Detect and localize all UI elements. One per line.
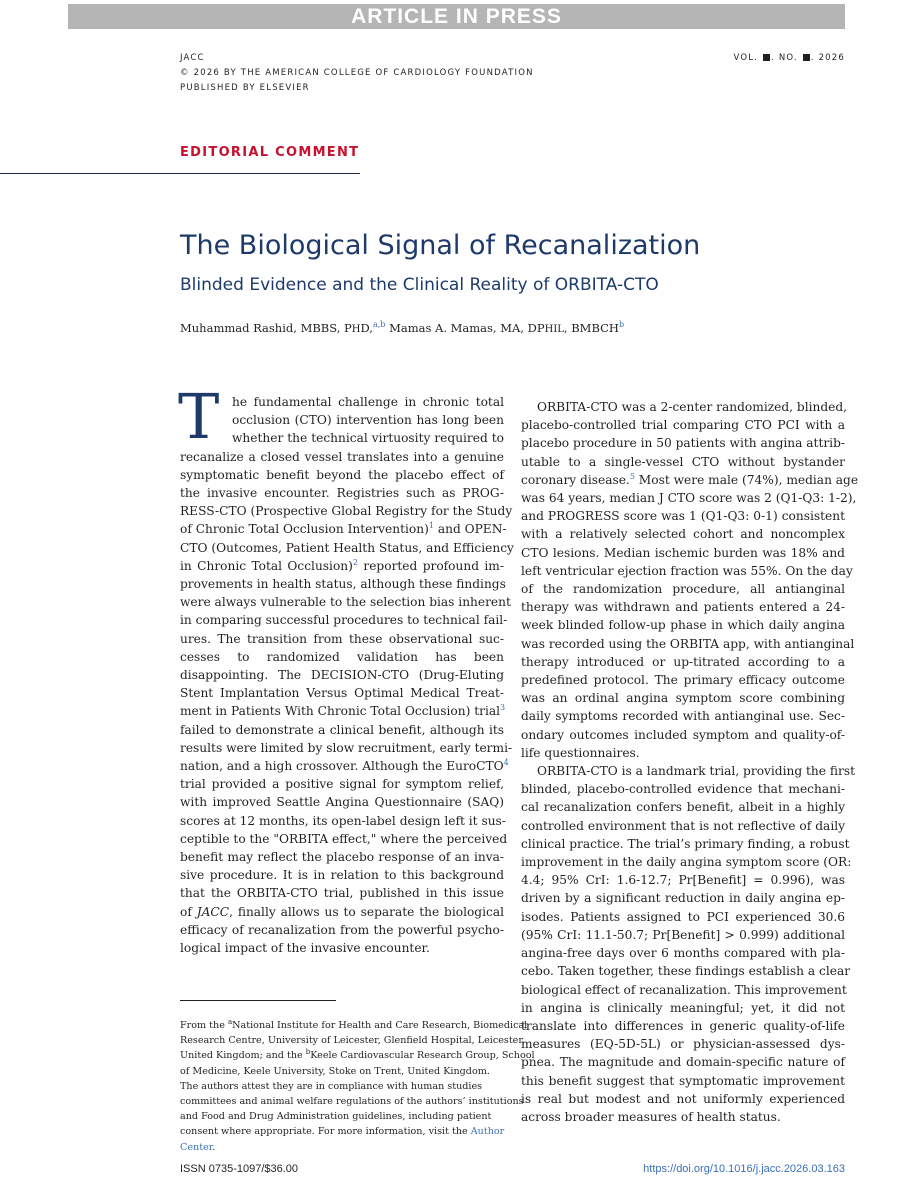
text-line: across broader measures of health status.: [521, 1109, 781, 1124]
text-line: translate into differences in generic quality-of-life: [521, 1018, 845, 1033]
journal-italic: JACC: [196, 904, 230, 919]
text-line: of Chronic Total Occlusion Intervention)$^1$ and OPEN-: [180, 521, 507, 537]
text-line: were always vulnerable to the selection bias inherent: [180, 595, 511, 610]
text-line: was an ordinal angina symptom score combining: [521, 691, 845, 706]
doi-link[interactable]: https://doi.org/10.1016/j.jacc.2026.03.163: [643, 1163, 845, 1175]
text-line: therapy was withdrawn and patients entered a 24-: [521, 600, 845, 615]
text-line: isodes. Patients assigned to PCI experienced 30.6: [521, 909, 845, 924]
text-line: improvement in the daily angina symptom score (OR:: [521, 855, 852, 870]
text-line: cesses to randomized validation has been: [180, 649, 504, 664]
text-line: that the ORBITA-CTO trial, published in this issue: [180, 886, 504, 901]
text-line: therapy introduced or up-titrated according to a: [521, 654, 845, 669]
text-line: whether the technical virtuosity required to: [232, 431, 504, 446]
text-line: was recorded using the ORBITA app, with antianginal: [521, 636, 855, 651]
right-column-text: [521, 398, 859, 1126]
text-line: in angina is clinically meaningful; yet, it did not: [521, 1000, 845, 1015]
text-line: trial provided a positive signal for symptom relief,: [180, 777, 504, 792]
text-line: ures. The transition from these observational suc-: [180, 631, 504, 646]
author-1: Muhammad Rashid, MBBS, PHD,$^{a,b}$: [180, 320, 386, 335]
text-line: the invasive encounter. Registries such as PROG-: [180, 486, 504, 501]
footnote-line: The authors attest they are in compliance with human studies: [180, 1080, 483, 1092]
text-line: nation, and a high crossover. Although the EuroCTO$^4$: [180, 758, 509, 774]
text-line: clinical practice. The trial’s primary finding, a robust: [521, 836, 850, 851]
copyright-line: © 2026 BY THE AMERICAN COLLEGE OF CARDIOLOGY FOUNDATION: [180, 68, 534, 78]
text-line: ment in Patients With Chronic Total Occlusion) trial$^3$: [180, 703, 506, 719]
text-line: controlled environment that is not reflective of daily: [521, 818, 845, 833]
text-line: (95% CrI: 11.1-50.7; Pr[Benefit] > 0.999) additional: [521, 927, 845, 942]
text-line: cal recanalization confers benefit, albeit in a highly: [521, 800, 845, 815]
text-line: benefit may reflect the placebo response of an inva-: [180, 850, 504, 865]
text-line: placebo-controlled trial comparing CTO PCI with a: [521, 418, 845, 433]
volume-info: VOL. . NO. . 2026: [733, 53, 845, 63]
reference-link[interactable]: 4: [503, 758, 509, 767]
text-line: he fundamental challenge in chronic total: [232, 395, 504, 409]
text-line: Stent Implantation Versus Optimal Medical Treat-: [180, 686, 504, 701]
redacted-square-icon: [803, 54, 810, 61]
left-column-text: [180, 393, 514, 957]
reference-link[interactable]: 5: [629, 471, 635, 481]
text-line: coronary disease.$^5$ Most were male (74%), median age: [521, 471, 859, 487]
redacted-square-icon: [763, 54, 770, 61]
text-line: sive procedure. It is in relation to this background: [180, 868, 504, 883]
text-line: of the randomization procedure, all antianginal: [521, 582, 845, 597]
text-line: was 64 years, median J CTO score was 2 (Q1-Q3: 1-2),: [521, 491, 857, 506]
author-center-link[interactable]: Author: [470, 1126, 505, 1138]
author-list: [180, 320, 624, 335]
section-rule: [0, 173, 360, 174]
footnote-line: From the $^a$National Institute for Health and Care Research, Biomedical: [180, 1017, 528, 1031]
section-label: EDITORIAL COMMENT: [180, 145, 360, 160]
publisher-line: PUBLISHED BY ELSEVIER: [180, 83, 310, 93]
affiliation-footnote: [180, 1017, 535, 1155]
text-line: predefined protocol. The primary efficacy outcome: [521, 673, 845, 688]
year: 2026: [818, 53, 845, 63]
text-line: efficacy of recanalization from the powerful psycho-: [180, 922, 504, 937]
article-in-press-banner: ARTICLE IN PRESS: [68, 4, 845, 29]
text-line: is real but modest and not uniformly experienced: [521, 1091, 845, 1106]
text-line: symptomatic benefit beyond the placebo effect of: [180, 467, 504, 482]
footnote-line: consent where appropriate. For more information, visit the Author: [180, 1126, 505, 1138]
text-line: driven by a significant reduction in daily angina ep-: [521, 891, 845, 906]
text-line: disappointing. The DECISION-CTO (Drug-Eluting: [180, 668, 504, 683]
vol-label: VOL.: [733, 53, 759, 63]
text-line: placebo procedure in 50 patients with angina attrib-: [521, 436, 845, 451]
text-line: and PROGRESS score was 1 (Q1-Q3: 0-1) consistent: [521, 509, 845, 524]
text-line: failed to demonstrate a clinical benefit, although its: [180, 722, 504, 737]
text-line: ondary outcomes included symptom and quality-of-: [521, 727, 845, 742]
text-line: this benefit suggest that symptomatic improvement: [521, 1073, 845, 1088]
affiliation-link[interactable]: a,b: [372, 320, 386, 329]
text-line: pnea. The magnitude and domain-specific nature of: [521, 1055, 845, 1070]
author-2: Mamas A. Mamas, MA, DPHIL, BMBCH$^b$: [389, 320, 625, 335]
footnote-rule: [180, 1000, 336, 1001]
text-line: of JACC, finally allows us to separate the biological: [180, 904, 504, 919]
text-line: 4.4; 95% CrI: 1.6-12.7; Pr[Benefit] = 0.996), was: [521, 873, 845, 888]
text-line: angina-free days over 6 months compared with pla-: [521, 946, 845, 961]
text-line: utable to a single-vessel CTO without bystander: [521, 454, 845, 469]
reference-link[interactable]: 1: [428, 521, 434, 531]
article-title: The Biological Signal of Recanalization: [180, 230, 701, 261]
footnote-line: committees and animal welfare regulations of the authors’ institutions: [180, 1096, 524, 1108]
text-line: cebo. Taken together, these findings establish a clear: [521, 964, 851, 979]
text-line: week blinded follow-up phase in which daily angina: [521, 618, 845, 633]
article-subtitle: Blinded Evidence and the Clinical Reality of ORBITA-CTO: [180, 275, 659, 295]
text-line: left ventricular ejection fraction was 55%. On the day: [521, 563, 853, 578]
footnote-line: Research Centre, University of Leicester, Glenfield Hospital, Leicester,: [180, 1035, 525, 1047]
text-line: provements in health status, although these findings: [180, 577, 506, 592]
text-line: ceptible to the "ORBITA effect," where the perceived: [180, 831, 508, 846]
text-line: occlusion (CTO) intervention has long been: [232, 413, 504, 428]
text-line: logical impact of the invasive encounter.: [180, 941, 430, 956]
text-line: with improved Seattle Angina Questionnaire (SAQ): [180, 795, 504, 810]
footnote-line: and Food and Drug Administration guidelines, including patient: [180, 1111, 492, 1123]
text-line: biological effect of recanalization. This improvement: [521, 982, 847, 997]
no-label: NO.: [778, 53, 798, 63]
text-line: ORBITA-CTO was a 2-center randomized, blinded,: [537, 400, 848, 414]
footnote-line: Center.: [180, 1141, 216, 1153]
journal-name: JACC: [180, 53, 205, 63]
footnote-line: of Medicine, Keele University, Stoke on Trent, United Kingdom.: [180, 1065, 490, 1077]
text-line: recanalize a closed vessel translates into a genuine: [180, 449, 504, 464]
footnote-line: United Kingdom; and the $^b$Keele Cardiovascular Research Group, School: [180, 1048, 535, 1062]
author-center-link[interactable]: Center: [180, 1141, 213, 1153]
drop-cap: T: [178, 380, 220, 453]
text-line: CTO (Outcomes, Patient Health Status, and Efficiency: [180, 540, 514, 555]
text-line: life questionnaires.: [521, 745, 640, 760]
text-line: scores at 12 months, its open-label design left it sus-: [180, 813, 506, 828]
text-line: with a relatively selected cohort and noncomplex: [521, 527, 845, 542]
text-line: measures (EQ-5D-5L) or physician-assessed dys-: [521, 1037, 845, 1052]
text-line: CTO lesions. Median ischemic burden was 18% and: [521, 545, 845, 560]
text-line: in Chronic Total Occlusion)$^2$ reported profound im-: [180, 557, 504, 573]
affiliation-link[interactable]: b: [618, 320, 625, 329]
text-line: ORBITA-CTO is a landmark trial, providing the first: [537, 764, 855, 779]
issn-line: ISSN 0735-1097/$36.00: [180, 1163, 299, 1175]
text-line: daily symptoms recorded with antianginal use. Sec-: [521, 709, 845, 724]
text-line: RESS-CTO (Prospective Global Registry for the Study: [180, 504, 513, 519]
text-line: results were limited by slow recruitment, early termi-: [180, 740, 513, 755]
reference-link[interactable]: 3: [500, 703, 506, 713]
text-line: blinded, placebo-controlled evidence that mechani-: [521, 782, 845, 797]
reference-link[interactable]: 2: [352, 557, 358, 567]
text-line: in comparing successful procedures to technical fail-: [180, 613, 508, 628]
